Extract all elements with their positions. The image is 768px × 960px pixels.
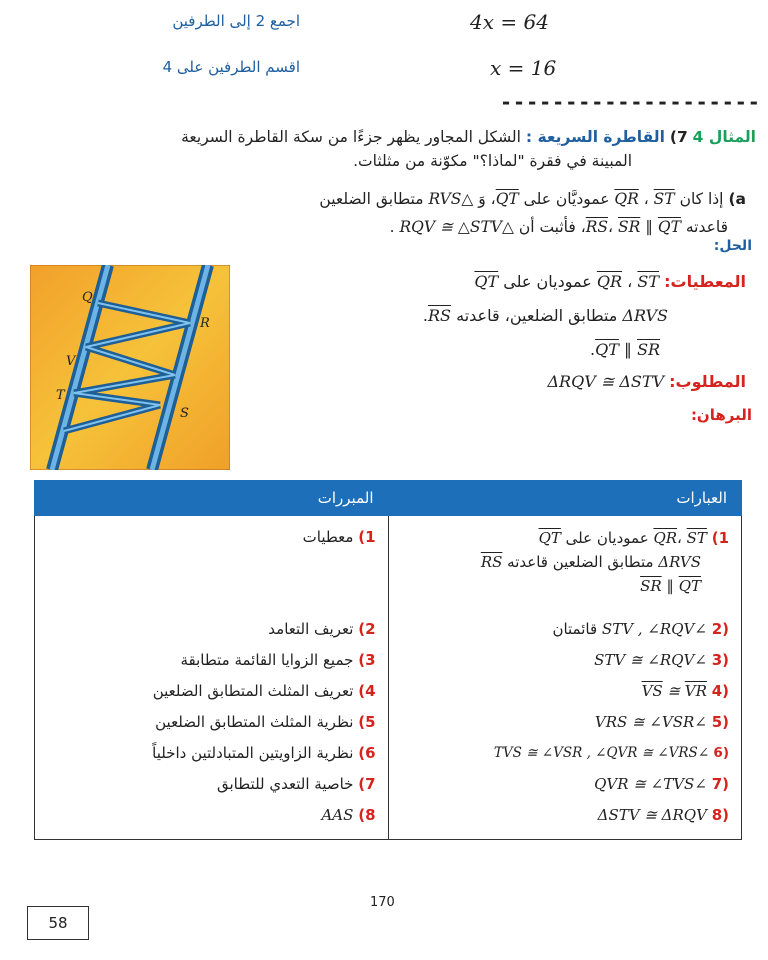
- step-note-2: اقسم الطرفين على 4: [162, 58, 300, 76]
- given-line1: المعطيات: QR ، ST عموديان على QT: [474, 272, 746, 291]
- given-line2: ΔRVS متطابق الضلعين، قاعدته RS.: [422, 306, 668, 325]
- page-number-center: 170: [370, 895, 395, 910]
- ladder-figure: [30, 265, 230, 470]
- reason-4: 4) تعريف المثلث المتطابق الضلعين: [152, 682, 376, 700]
- question-text: قاعدته: [685, 218, 728, 236]
- header-statements: العبارات: [388, 481, 742, 516]
- statement-4: (4 VS ≅ VR: [641, 682, 729, 700]
- example-text-line2: المبينة في فقرة "لماذا؟" مكوّنة من مثلثات.: [353, 152, 632, 170]
- given-label: المعطيات:: [664, 272, 746, 291]
- question-text: متطابق الضلعين: [319, 190, 424, 208]
- given-line3: $.\overline{QT}$ ∥ $\overline{SR}$: [590, 340, 661, 359]
- ladder-svg: [30, 265, 230, 470]
- statements-cell: [388, 516, 742, 840]
- part-label: a): [728, 190, 746, 208]
- label-s: S: [180, 406, 189, 421]
- proof-table: [34, 480, 742, 840]
- segment-qt: QT: [495, 190, 519, 208]
- statement-5: (5 ∠VRS ≅ ∠VSR: [594, 713, 729, 731]
- label-q: Q: [82, 290, 93, 305]
- statement-8: (8 ΔSTV ≅ ΔRQV: [597, 806, 729, 824]
- statement-3: (3 ∠STV ≅ ∠RQV: [594, 651, 729, 669]
- example-label: المثال 4: [692, 128, 756, 146]
- step-equation-1: 4x = 64: [470, 10, 549, 34]
- solution-label: الحل:: [713, 238, 752, 254]
- required-line: المطلوب: ΔRQV ≅ ΔSTV: [547, 372, 746, 391]
- reason-3: 3) جميع الزوايا القائمة متطابقة: [180, 651, 376, 669]
- statement-1: 1) QR، ST عموديان على QT ΔRVS متطابق الضلعين قاعدته RS SR ∥ QT: [480, 529, 729, 595]
- statement-7: (7 ∠QVR ≅ ∠TVS: [594, 775, 729, 793]
- reason-2: 2) تعريف التعامد: [268, 620, 376, 638]
- statement-6: (6 ∠TVS ≅ ∠VSR , ∠QVR ≅ ∠VRS: [493, 745, 729, 761]
- proof-label: البرهان:: [690, 406, 752, 424]
- step-note-1: اجمع 2 إلى الطرفين: [172, 12, 300, 30]
- given-text: عموديان على: [503, 272, 592, 291]
- reasons-cell: [35, 516, 389, 840]
- question-line1: a) إذا كان QR ، ST عموديَّان على QT، وَ △RVS متطابق الضلعين: [319, 190, 746, 208]
- question-text: عموديَّان على: [523, 190, 610, 208]
- reason-1: 1) معطيات: [302, 528, 376, 546]
- example-number: 7): [669, 128, 688, 146]
- reason-6: 6) نظرية الزاويتين المتبادلتين داخلياً: [152, 744, 376, 762]
- question-text: ، وَ: [478, 190, 496, 208]
- example-text-line1: الشكل المجاور يظهر جزءًا من سكة القاطرة السريعة: [181, 128, 521, 146]
- segment-st: ST: [653, 190, 675, 208]
- label-t: T: [56, 388, 65, 403]
- step-equation-2: x = 16: [490, 56, 557, 80]
- example-paragraph: [16, 124, 756, 150]
- reason-5: 5) نظرية المثلث المتطابق الضلعين: [155, 713, 376, 731]
- page-number-box: 58: [27, 906, 89, 940]
- question-line2: قاعدته RS، SR ∥ QT، فأثبت أن △RQV ≅ △STV .: [389, 218, 728, 236]
- dashed-separator: --------------------: [500, 90, 761, 114]
- required-label: المطلوب:: [669, 372, 746, 391]
- triangle-rvs: △RVS: [428, 190, 474, 208]
- label-v: V: [66, 354, 76, 369]
- header-reasons: المبررات: [35, 481, 389, 516]
- reason-8: 8) AAS: [321, 806, 376, 824]
- reason-7: 7) خاصية التعدي للتطابق: [217, 775, 376, 793]
- segment-qr: QR: [614, 190, 639, 208]
- given-text: متطابق الضلعين، قاعدته: [456, 306, 618, 325]
- example-topic: القاطرة السريعة :: [525, 128, 665, 146]
- label-r: R: [200, 316, 210, 331]
- question-text: إذا كان: [679, 190, 724, 208]
- question-text: ، فأثبت أن: [518, 218, 586, 236]
- statement-2: (2 ∠STV , ∠RQV قائمتان: [552, 620, 729, 638]
